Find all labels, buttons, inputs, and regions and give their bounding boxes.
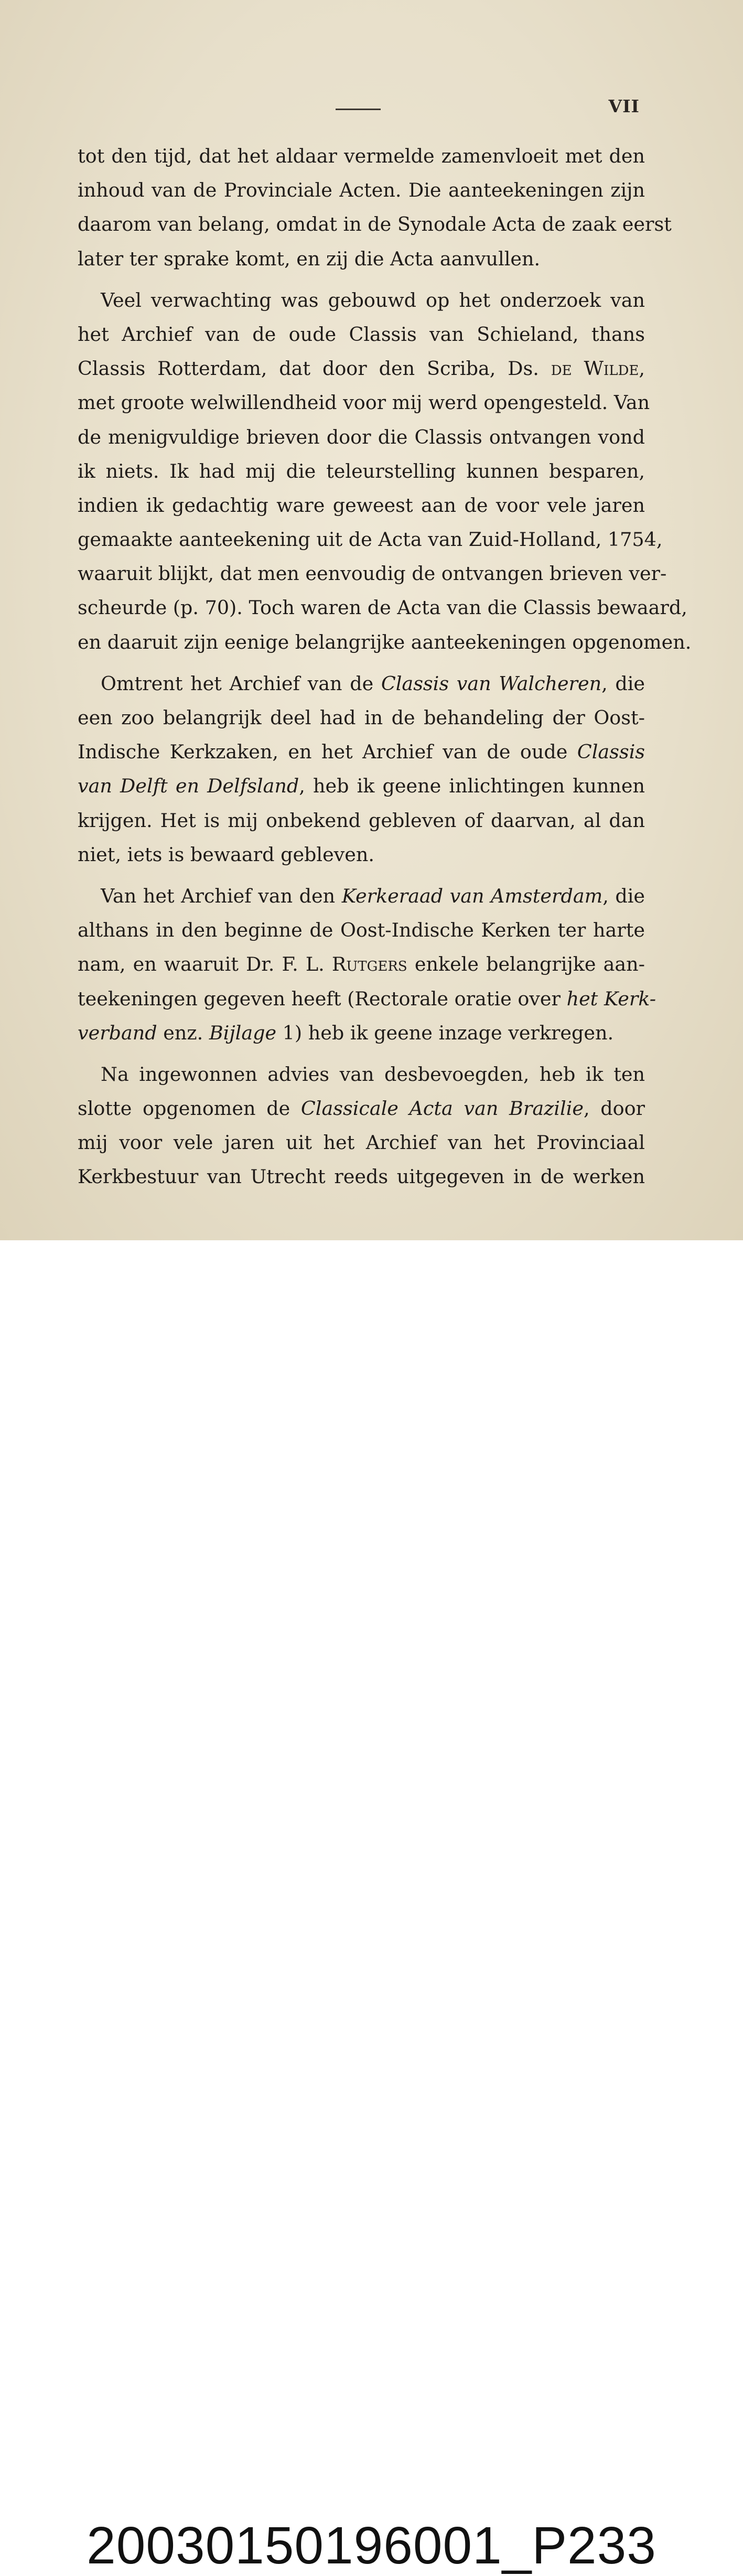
text-segment: , [639,357,645,380]
italic-text: verband [78,1021,157,1044]
page-identifier: 20030150196001_P233 [87,2516,656,2575]
text-line [78,283,645,317]
text-segment: gemaakte aanteekening uit de Acta van Zuid-Holland, 1754, [78,528,663,551]
text-segment: althans in den beginne de Oost-Indische Kerken ter harte [78,919,645,942]
text-line [78,735,645,769]
text-segment: het Archief van de oude Classis van Schieland, thans [78,323,645,346]
text-line [78,385,650,420]
small-caps-name: de Wilde [551,357,639,380]
page-number: VII [608,96,640,116]
text-segment: , die [602,884,645,907]
text-segment: Van het Archief van den [101,884,342,907]
text-segment: teekeningen gegeven heeft (Rectorale oratie over [78,987,567,1010]
text-segment: Indische Kerkzaken, en het Archief van de oude [78,740,577,764]
text-segment: tot den tijd, dat het aldaar vermelde zamenvloeit met den [78,145,645,167]
text-segment: ik niets. Ik had mij die teleurstelling kunnen besparen, [78,459,645,482]
text-line [78,769,645,803]
text-line [78,667,645,701]
text-segment: Classis Rotterdam, dat door den Scriba, Ds. [78,357,551,380]
text-line [78,982,656,1016]
italic-text: Classicale Acta van Brazilie [300,1097,584,1120]
text-line [78,1057,645,1091]
text-line [78,803,645,838]
text-segment: slotte opgenomen de [78,1097,301,1120]
text-segment: , heb ik geene inlichtingen kunnen [299,775,645,798]
text-line [78,317,645,351]
text-line [78,173,645,207]
paragraph [78,879,656,1050]
text-segment: , die [601,672,645,695]
text-segment: indien ik gedachtig ware geweest aan de voor vele jaren [78,493,645,517]
text-line [78,139,645,173]
paragraph-gap [78,1050,645,1057]
text-segment: later ter sprake komt, en zij die Acta aanvullen. [78,247,541,270]
text-segment: nam, en waaruit Dr. F. L. [78,953,332,976]
paragraph [78,1057,645,1194]
text-segment: Omtrent het Archief van de [101,672,381,695]
text-line [78,1125,645,1160]
text-segment: de menigvuldige brieven door die Classis ontvangen vond [78,425,645,448]
text-segment: krijgen. Het is mij onbekend gebleven of daarvan, al dan [78,809,645,832]
italic-text: Bijlage [209,1021,277,1044]
italic-text: van Delft en Delfsland [78,775,299,798]
text-line [78,556,667,591]
text-line [78,1091,645,1125]
text-line [78,625,692,659]
text-segment: Na ingewonnen advies van desbevoegden, heb ik ten [101,1062,645,1086]
text-line [78,1016,645,1050]
text-line [78,488,645,522]
small-caps-name: Rutgers [331,953,407,976]
paragraph-gap [78,276,645,283]
text-segment: met groote welwillendheid voor mij werd opengesteld. Van [78,391,650,414]
paragraph-gap [78,659,645,667]
paragraph [78,667,645,872]
text-segment: waaruit blijkt, dat men eenvoudig de ontvangen brieven ver- [78,562,667,585]
text-segment: Veel verwachting was gebouwd op het onderzoek van [101,288,645,312]
text-segment: , door [583,1097,645,1120]
text-line [78,242,645,276]
text-line [78,522,663,556]
text-segment: en daaruit zijn eenige belangrijke aanteekeningen opgenomen. [78,630,692,653]
text-segment: niet, iets is bewaard gebleven. [78,843,375,866]
text-segment: 1) heb ik geene inzage verkregen. [276,1021,614,1044]
italic-text: Classis [577,740,645,764]
text-segment: scheurde (p. 70). Toch waren de Acta van die Classis bewaard, [78,596,687,619]
text-line [78,701,645,735]
text-segment: enz. [157,1021,209,1044]
text-line [78,1160,645,1194]
paragraph [78,283,692,659]
paragraph [78,139,672,276]
text-line [78,591,687,625]
header-rule [336,109,381,110]
text-line [78,420,645,454]
italic-text: het Kerk- [566,987,656,1010]
text-segment: Kerkbestuur van Utrecht reeds uitgegeven in de werken [78,1165,645,1188]
text-line [78,838,645,872]
text-segment: enkele belangrijke aan- [407,953,645,976]
text-line [78,207,672,241]
text-segment: een zoo belangrijk deel had in de behandeling der Oost- [78,706,645,729]
italic-text: Kerkeraad van Amsterdam [341,884,603,907]
text-segment: daarom van belang, omdat in de Synodale Acta de zaak eerst [78,213,672,236]
footer-strip [0,1240,743,2575]
text-segment: mij voor vele jaren uit het Archief van het Provinciaal [78,1131,645,1154]
scanned-page [0,0,743,1240]
text-line [78,913,645,947]
text-line [78,879,645,913]
text-line [78,351,645,385]
text-segment: inhoud van de Provinciale Acten. Die aanteekeningen zijn [78,179,645,202]
paragraph-gap [78,872,645,879]
text-line [78,947,645,981]
text-line [78,454,645,488]
body-text [78,139,692,1194]
italic-text: Classis van Walcheren [381,672,602,695]
